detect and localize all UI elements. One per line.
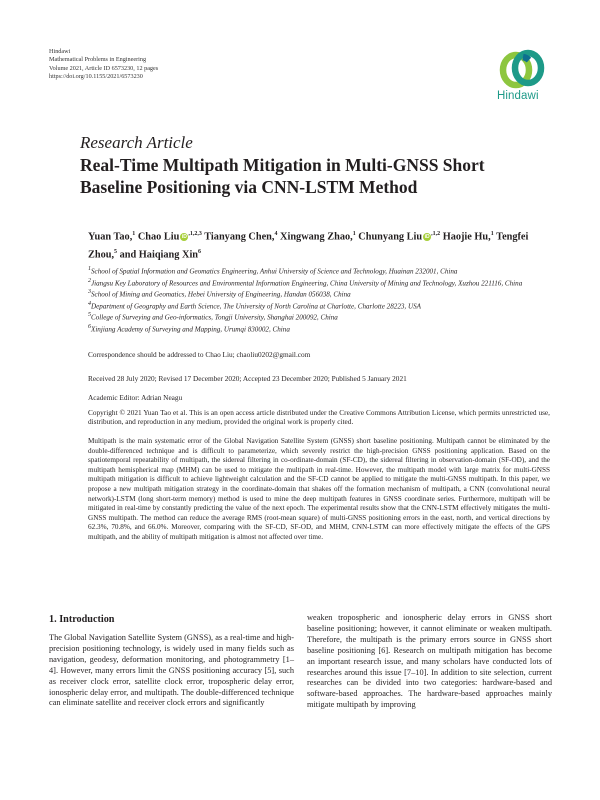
author-name: Yuan Tao, — [88, 231, 133, 243]
affiliation-text: Xinjiang Academy of Surveying and Mapping, Urumqi 830002, China — [91, 325, 290, 334]
article-type: Research Article — [80, 133, 193, 152]
affiliation-item — [88, 311, 550, 323]
affiliation-number: 5 — [88, 312, 91, 319]
author-name: Chao Liu — [137, 231, 180, 243]
author-name: Chunyang Liu — [358, 231, 423, 243]
author-affiliation-marker: 6 — [198, 248, 202, 255]
affiliation-item — [88, 300, 550, 312]
affiliation-number: 1 — [88, 266, 91, 272]
affiliation-number: 2 — [88, 277, 91, 284]
affiliation-text: Jiangsu Key Laboratory of Resources and Environmental Information Engineering, China University of Mining and Technology, Xuzhou 221116, China — [91, 278, 523, 287]
journal-meta — [49, 48, 158, 82]
affiliations — [88, 265, 550, 334]
affiliation-item — [88, 265, 550, 277]
author-affiliation-marker: 1 — [490, 231, 494, 237]
author-name: Xingwang Zhao, — [280, 231, 353, 243]
journal-name: Mathematical Problems in Engineering — [49, 56, 147, 64]
intro-left-column: The Global Navigation Satellite System (GNSS), as a real-time and high-precision positioning technology, is widely used in many fields such as navigation, geodesy, deformation monitoring, and photogrammetry [1–4]. However, many errors limit the GNSS positioning accuracy [5], such as receiver clock error, satellite clock error, tropospheric delay error, ionospheric delay error, and multipath. The double-differenced technique can eliminate satellite and receiver clock errors and significantly — [49, 633, 294, 708]
logo-wordmark: Hindawi — [497, 90, 539, 102]
author-name: Haojie Hu, — [442, 231, 491, 243]
journal-doi[interactable]: https://doi.org/10.1155/2021/6573230 — [49, 73, 143, 81]
author-affiliation-marker: 5 — [114, 248, 118, 255]
author-name: Tengfei Zhou, — [88, 231, 529, 261]
author-affiliation-marker: ,1,2,3 — [188, 231, 202, 237]
copyright-notice: Copyright © 2021 Yuan Tao et al. This is an open access article distributed under the Creative Commons Attribution License, which permits unrestricted use, distribution, and reproduction in any medium, provided the original work is properly cited. — [88, 408, 550, 427]
journal-publisher: Hindawi — [49, 48, 71, 55]
affiliation-item — [88, 323, 550, 335]
hindawi-logo — [493, 48, 555, 106]
author-name: and Haiqiang Xin — [119, 249, 199, 261]
paper-title: Real-Time Multipath Mitigation in Multi-GNSS Short Baseline Positioning via CNN-LSTM Method — [80, 155, 485, 197]
author-name: Tianyang Chen, — [204, 231, 275, 243]
academic-editor: Academic Editor: Adrian Neagu — [88, 393, 183, 402]
orcid-icon[interactable]: iD — [424, 234, 430, 241]
correspondence: Correspondence should be addressed to Chao Liu; chaoliu0202@gmail.com — [88, 350, 311, 359]
author-affiliation-marker: 1 — [132, 231, 136, 237]
affiliation-number: 6 — [88, 323, 91, 330]
hindawi-rings-icon — [498, 48, 546, 90]
section-heading-introduction: 1. Introduction — [49, 614, 115, 625]
abstract: Multipath is the main systematic error of the Global Navigation Satellite System (GNSS) short baseline positioning. Multipath cannot be eliminated by the double-differenced technique and is difficult to parameterize, which severely restrict the high-precision GNSS positioning application. Based on the spatiotemporal repeatability of multipath, the sidereal filtering in co-ordinate-domain (SF-CD), the sidereal filtering in observation-domain (SF-OD), and the multipath hemispherical map (MHM) can be used to mitigate the multipath in real-time. However, the multipath model with large matrix for multi-GNSS multipath mitigation is difficult to achieve lightweight calculation and the SF-CD cannot be applied to mitigate the multi-GNSS multipath. In this paper, we propose a new multipath mitigation strategy in the coordinate-domain that shakes off the formation mechanism of multipath, a CNN (convolutional neural network)-LSTM (long short-term memory) method is used to mine the deep multipath features in GNSS coordinate series. Furthermore, multipath will be mitigated in real-time by constantly predicting the value of the next epoch. The experimental results show that the CNN-LSTM effectively mitigates the multi-GNSS multipath. The method can reduce the average RMS (root-mean square) of multi-GNSS positioning errors in the east, north, and vertical directions by 62.3%, 70.8%, and 66.0%. Moreover, comparing with the SF-CD, SF-OD, and MHM, CNN-LSTM can more effectively mitigate the effects of the GPS multipath, and the ability of multipath mitigation is almost not affected over time. — [88, 437, 550, 541]
affiliation-text: School of Mining and Geomatics, Hebei University of Engineering, Handan 056038, China — [91, 290, 351, 299]
affiliation-item — [88, 288, 550, 300]
intro-right-column: weaken tropospheric and ionospheric delay errors in GNSS short baseline positioning; however, it cannot eliminate or weaken multipath. Therefore, the multipath is the primary errors source in GNSS short baseline positioning [6]. Research on multipath mitigation has become an important research issue, and many scholars have conducted lots of researches around this issue [7–10]. In addition to site selection, current researches can be divided into two categories: hardware-based and software-based approaches. The hardware-based approaches mainly mitigate multipath by improving — [307, 613, 552, 710]
affiliation-text: School of Spatial Information and Geomatics Engineering, Anhui University of Science and Technology, Huainan 232001, China — [91, 267, 458, 276]
journal-volume: Volume 2021, Article ID 6573230, 12 pages — [49, 64, 159, 72]
affiliation-text: College of Surveying and Geo-informatics, Tongji University, Shanghai 200092, China — [91, 313, 338, 322]
affiliation-text: Department of Geography and Earth Science, The University of North Carolina at Charlotte, Charlotte 28223, USA — [91, 302, 421, 311]
author-affiliation-marker: 4 — [274, 231, 278, 237]
orcid-icon[interactable]: iD — [181, 234, 187, 241]
affiliation-item — [88, 277, 550, 289]
author-affiliation-marker: ,1,2 — [431, 231, 441, 237]
publication-dates: Received 28 July 2020; Revised 17 December 2020; Accepted 23 December 2020; Published 5 January 2021 — [88, 374, 407, 383]
affiliation-number: 3 — [88, 289, 91, 296]
author-list — [88, 227, 548, 263]
affiliation-number: 4 — [88, 300, 91, 307]
author-affiliation-marker: 1 — [352, 231, 356, 237]
